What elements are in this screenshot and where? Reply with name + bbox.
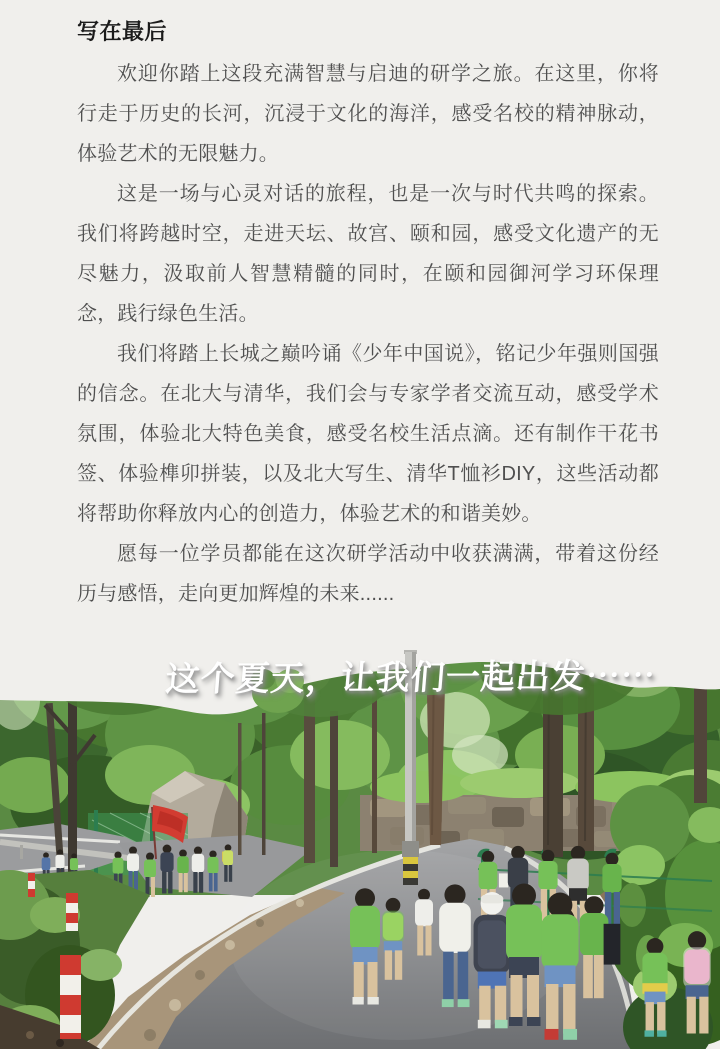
paragraph-2: 这是一场与心灵对话的旅程，也是一次与时代共鸣的探索。我们将跨越时空，走进天坛、故宫、颐和园，感受文化遗产的无尽魅力，汲取前人智慧精髓的同时，在颐和园御河学习环保理念，践行绿色生活。 bbox=[77, 183, 659, 325]
photo-students-walking bbox=[0, 645, 720, 1049]
paragraph-1: 欢迎你踏上这段充满智慧与启迪的研学之旅。在这里，你将行走于历史的长河，沉浸于文化的海洋，感受名校的精神脉动，体验艺术的无限魅力。 bbox=[77, 63, 659, 165]
paragraph-4: 愿每一位学员都能在这次研学活动中收获满满，带着这份经历与感悟，走向更加辉煌的未来...... bbox=[77, 543, 659, 605]
page-title: 写在最后 bbox=[77, 19, 168, 44]
banner-caption: 这个夏天，让我们一起出发⋯⋯ bbox=[164, 657, 658, 699]
paragraph-3: 我们将踏上长城之巅吟诵《少年中国说》，铭记少年强则国强的信念。在北大与清华，我们会与专家学者交流互动，感受学术氛围，体验北大特色美食，感受名校生活点滴。还有制作干花书签、体验榫卯拼装，以及北大写生、清华T恤衫DIY，这些活动都将帮助你释放内心的创造力，体验艺术的和谐美妙。 bbox=[77, 343, 659, 525]
